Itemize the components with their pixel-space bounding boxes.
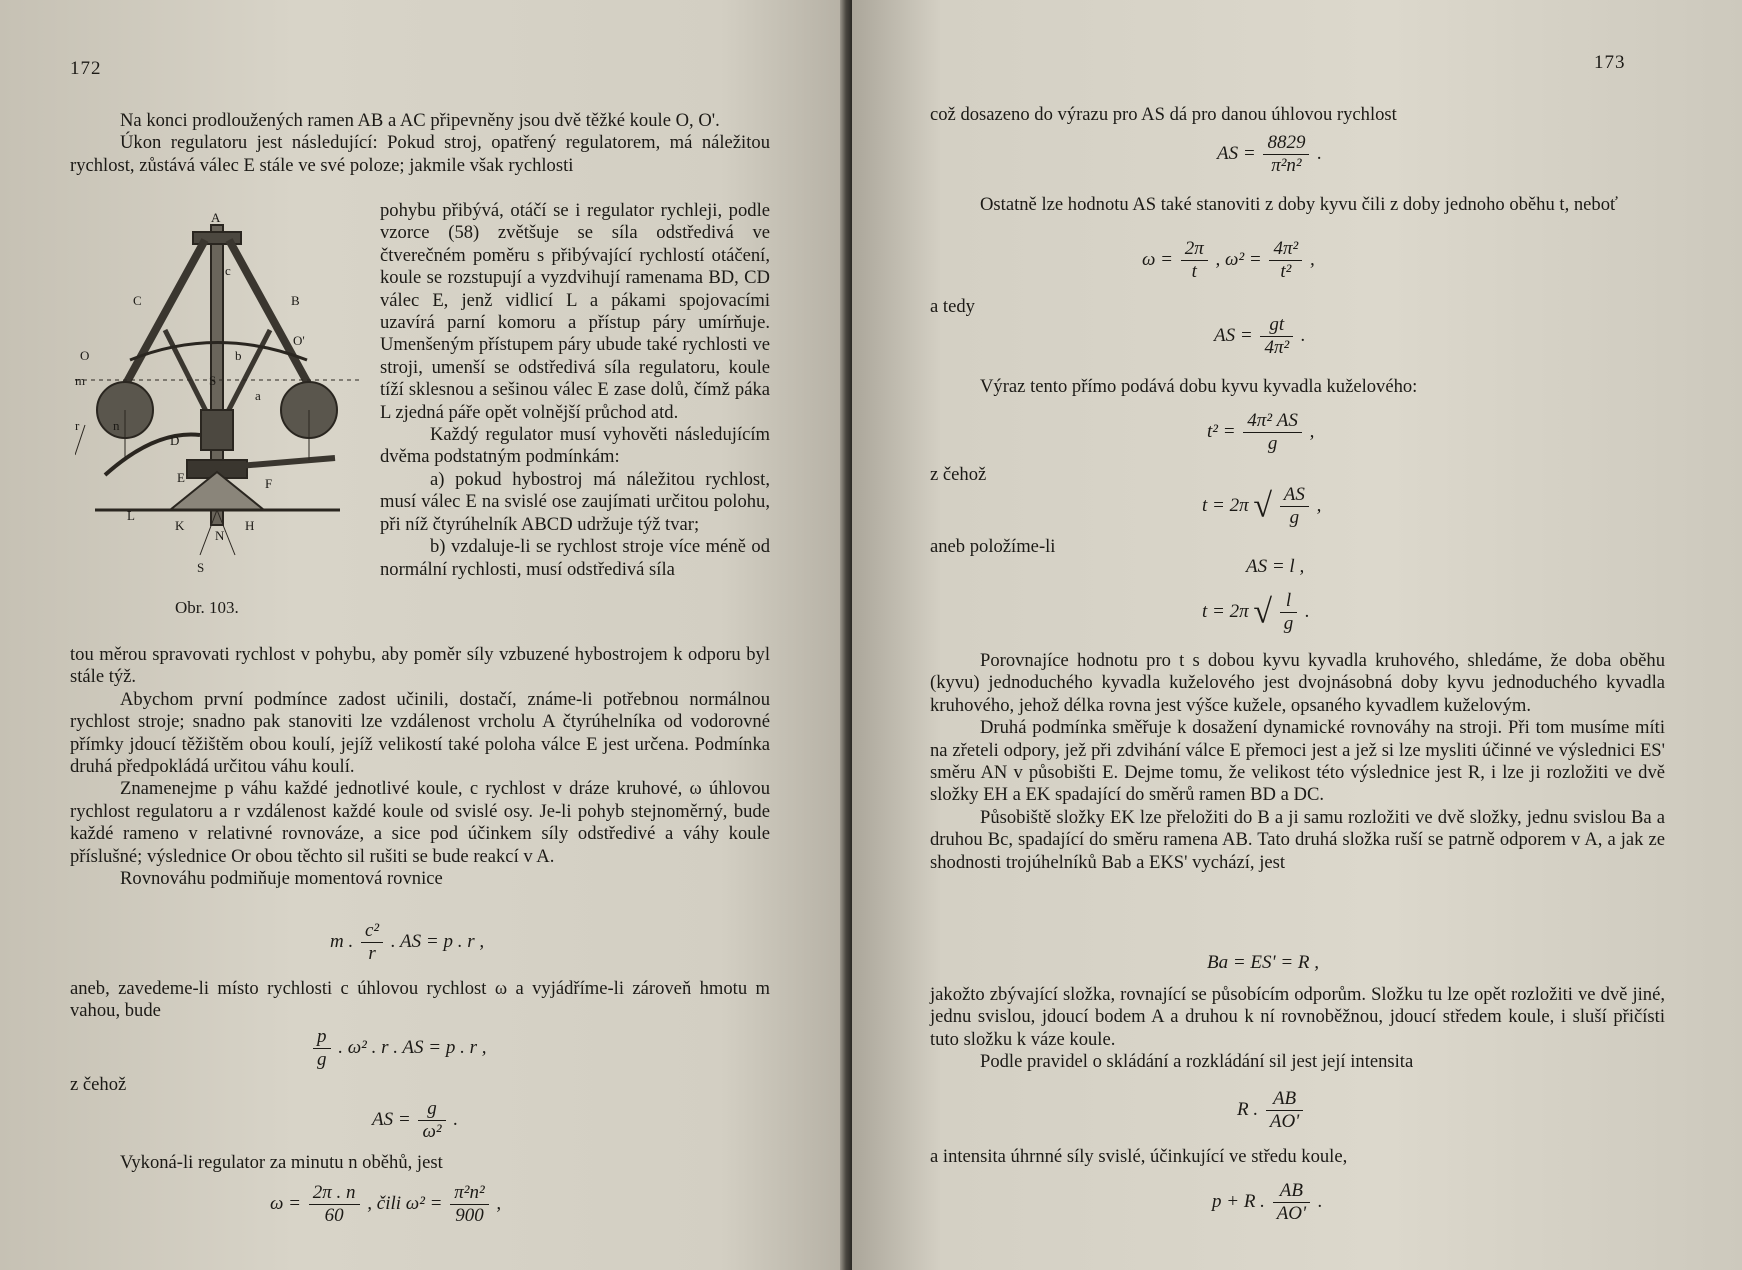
equation-weight: $\frac{p}{g}$ . ω² . r . AS = p . r , xyxy=(310,1026,486,1071)
svg-text:A: A xyxy=(211,210,221,225)
paragraph: Výraz tento přímo podává dobu kyvu kyvadla kuželového: xyxy=(980,376,1418,397)
governor-illustration xyxy=(75,210,360,590)
paragraph: Úkon regulatoru jest následující: Pokud stroj, opatřený regulatorem, má náležitou rychlost, zůstává válec E stále ve své poloze; jakmile však rychlosti xyxy=(70,132,770,176)
svg-text:L: L xyxy=(127,508,135,523)
equation-r-ab: R . $\frac{AB}{AO'}$ xyxy=(1237,1088,1306,1133)
equation-as-8829: AS = $\frac{8829}{\text{π²n²}}$ . xyxy=(1217,132,1322,176)
left-para-2b xyxy=(380,200,770,581)
figure-caption: Obr. 103. xyxy=(175,598,239,617)
right-para-7 xyxy=(930,984,1665,1074)
svg-text:r: r xyxy=(75,418,80,433)
equation-omega: ω = $\frac{2\pi . n}{60}$ , čili ω² = $\frac{\text{π²n²}}{900}$ , xyxy=(270,1182,502,1226)
equation-moment: m . $\frac{\text{c²}}{r}$ . AS = p . r , xyxy=(330,920,485,964)
svg-text:n: n xyxy=(113,418,120,433)
svg-text:S: S xyxy=(209,373,217,388)
sqrt-icon: √ xyxy=(1253,593,1273,631)
paragraph: Znamenejme p váhu každé jednotlivé koule, c rychlost v dráze kruhové, ω úhlovou rychlost regulatoru a r vzdálenost každé koule od svislé osy. Je-li pohyb stejnoměrný, bude každé rameno v relativné rovnováze, a sice pod účinkem síly odstředivé a váhy koule příslušné; výslednice Or obou těchto sil rušiti se bude reakcí v A. xyxy=(70,778,770,867)
svg-text:m: m xyxy=(75,373,86,388)
equation-as-l: AS = l , xyxy=(1246,556,1305,577)
paragraph: Porovnajíce hodnotu pro t s dobou kyvu kyvadla kruhového, shledáme, že doba oběhu (kyvu) jednoduchého kyvadla kuželového jest dvojnásobná doby kyvu jednoduchého kyvadla kruhového, jehož délka rovna jest výšce kužele, opsaného kyvadlem kuželovým. xyxy=(930,650,1665,716)
svg-text:D: D xyxy=(170,433,180,448)
svg-text:c: c xyxy=(225,263,231,278)
paragraph: pohybu přibývá, otáčí se i regulator rychleji, podle vzorce (58) zvětšuje se síla odstředivá ve čtverečném poměru s přibývající rychlostí otáčení, koule se rozstupují a vyzdvihují ramenama BD, CD válec E, jenž vidlicí L a pákami spojovacími uzavírá parní komoru a přístup páry umírňuje. Umenšeným přístupem páry ubude také rychlosti ve stroji, umenší se odstředivá síla regulatoru, koule tíží sklesnou a sešinou válec E zase dolů, čímž páka L zjedná páře opět volnější průchod atd. xyxy=(380,200,770,423)
sqrt-icon: √ xyxy=(1253,487,1273,525)
svg-text:N: N xyxy=(215,528,225,543)
right-page xyxy=(852,0,1742,1270)
svg-text:O: O xyxy=(80,348,90,363)
svg-text:H: H xyxy=(245,518,255,533)
svg-text:S: S xyxy=(197,560,205,575)
svg-text:F: F xyxy=(265,476,273,491)
paragraph: b) vzdaluje-li se rychlost stroje více méně od normální rychlosti, musí odstředivá síla xyxy=(380,536,770,580)
paragraph: Rovnováhu podmiňuje momentová rovnice xyxy=(120,868,443,890)
equation-as: AS = $\frac{g}{\text{ω²}}$ . xyxy=(372,1098,459,1142)
paragraph: Vykoná-li regulator za minutu n oběhů, jest xyxy=(120,1152,443,1173)
left-page xyxy=(0,0,848,1270)
equation-as-gt: AS = $\frac{gt}{\text{4π²}}$ . xyxy=(1214,314,1306,358)
paragraph: Na konci prodloužených ramen AB a AC připevněny jsou dvě těžké koule O, O'. xyxy=(120,110,720,131)
equation-p-r-ab: p + R . $\frac{AB}{AO'}$ . xyxy=(1212,1180,1323,1224)
label-aneb: aneb položíme-li xyxy=(930,536,1056,557)
paragraph: Abychom první podmínce zadost učinili, dostačí, známe-li potřebnou normálnou rychlost stroje; snadno pak stanoviti lze vzdálenost vrcholu A čtyrúhelníka od vodorovné přímky jdoucí těžištěm obou koulí, jejíž velikostí také poloha válce E jest určena. Podmínka druhá předpokládá určitou váhu koulí. xyxy=(70,688,770,778)
paragraph: Každý regulator musí vyhověti následujícím dvěma podstatným podmínkám: xyxy=(380,424,770,468)
equation-t-squared: t² = $\frac{\text{4π² AS}}{g}$ , xyxy=(1207,410,1315,454)
paragraph: Ostatně lze hodnotu AS také stanoviti z doby kyvu čili z doby jednoho oběhu t, neboť xyxy=(980,194,1618,215)
left-para-1 xyxy=(70,110,770,177)
right-para-3 xyxy=(930,376,1665,398)
svg-text:O': O' xyxy=(293,333,305,348)
paragraph: jakožto zbývající složka, rovnající se působícím odporům. Složku tu lze opět rozložiti ve dvě jiné, jednu svislou, jdoucí bodem A a druhou k ní rovnoběžnou, jdoucí středem koule, i sluší přičísti tuto složku k váze koule. xyxy=(930,984,1665,1050)
paragraph: a intensita úhrnné síly svislé, účinkující ve středu koule, xyxy=(930,1146,1348,1167)
page-number-right: 173 xyxy=(1594,52,1626,73)
paragraph: což dosazeno do výrazu pro AS dá pro danou úhlovou rychlost xyxy=(930,104,1397,125)
paragraph: a) pokud hybostroj má náležitou rychlost, musí válec E na svislé ose zaujímati určitou polohu, při níž čtyrúhelník ABCD udržuje týž tvar; xyxy=(380,468,770,535)
left-para-7 xyxy=(70,978,770,1023)
svg-text:a: a xyxy=(255,388,261,403)
right-para-1 xyxy=(930,104,1665,126)
equation-t-sqrt-as: t = 2π √ $\frac{AS}{g}$ , xyxy=(1202,484,1322,528)
label-a-tedy: a tedy xyxy=(930,296,975,317)
svg-text:E: E xyxy=(177,470,185,485)
paragraph: tou měrou spravovati rychlost v pohybu, aby poměr síly vzbuzené hybostrojem k odporu byl stále týž. xyxy=(70,644,770,688)
svg-text:K: K xyxy=(175,518,185,533)
governor-figure xyxy=(75,210,360,590)
left-para-3 xyxy=(70,644,770,890)
right-para-9 xyxy=(930,1146,1665,1168)
equation-ba: Ba = ES' = R , xyxy=(1207,952,1320,973)
page-number-left: 172 xyxy=(70,58,102,79)
paragraph: Druhá podmínka směřuje k dosažení dynamické rovnováhy na stroji. Při tom musíme míti na zřeteli odpory, jež při zdvihání válce E přemoci jest a jež si lze mysliti účinné ve výslednici ES' směru AN v působišti E. Dejme tomu, že velikost této výslednice jest R, i lze ji rozložiti ve dvě složky EH a EK spadající do směrů ramen BD a DC. xyxy=(930,717,1665,806)
paragraph: Podle pravidel o skládání a rozkládání sil jest její intensita xyxy=(980,1051,1414,1073)
left-para-8 xyxy=(70,1152,770,1174)
label-z-cehoz-right: z čehož xyxy=(930,464,987,485)
svg-text:b: b xyxy=(235,348,242,363)
svg-text:B: B xyxy=(291,293,300,308)
paragraph: aneb, zavedeme-li místo rychlosti c úhlovou rychlost ω a vyjádříme-li zároveň hmotu m vahou, bude xyxy=(70,978,770,1022)
right-para-4 xyxy=(930,650,1665,874)
equation-omega-t: ω = $\frac{2\pi}{t}$ , ω² = $\frac{\text{4π²}}{\text{t²}}$ , xyxy=(1142,238,1315,282)
equation-t-sqrt-l: t = 2π √ $\frac{l}{g}$ . xyxy=(1202,590,1310,634)
right-para-2 xyxy=(930,194,1665,216)
svg-text:C: C xyxy=(133,293,142,308)
paragraph: Působiště složky EK lze přeložiti do B a ji samu rozložiti ve dvě složky, jednu svislou Ba a druhou Bc, spadající do směru ramena AB. Tato druhá složka ruší se patrně odporem v A, a jak ze shodnosti trojúhelníků Bab a EKS' vychází, jest xyxy=(930,806,1665,873)
label-z-cehoz: z čehož xyxy=(70,1074,127,1095)
